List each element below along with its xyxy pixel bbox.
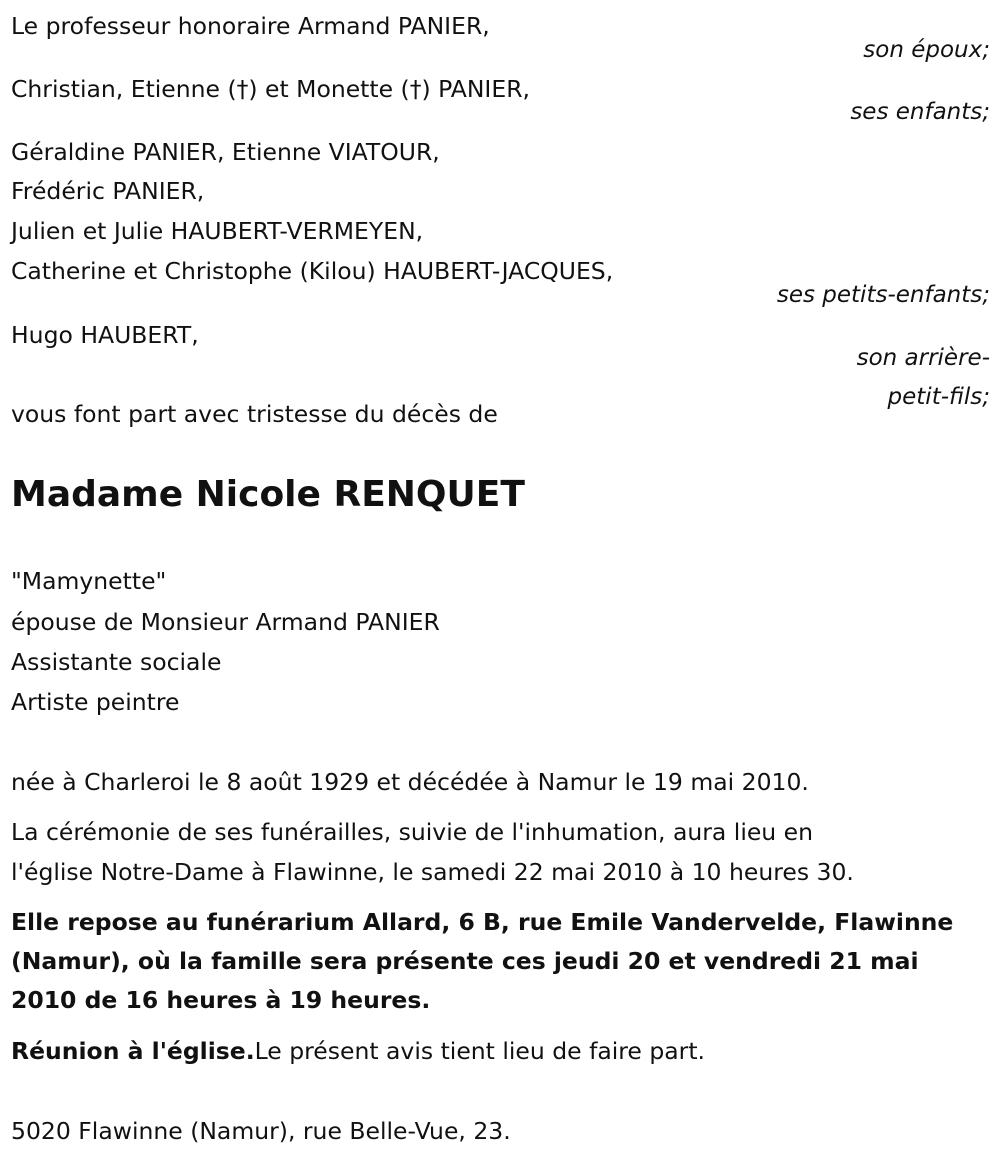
deceased-nickname: "Mamynette" bbox=[11, 567, 167, 595]
family-line: Frédéric PANIER, bbox=[11, 177, 205, 205]
funerarium-line: (Namur), où la famille sera présente ces jeudi 20 et vendredi 21 mai bbox=[11, 947, 919, 975]
family-line: Christian, Etienne (†) et Monette (†) PANIER, bbox=[11, 75, 530, 103]
family-role: son époux; bbox=[863, 37, 990, 63]
funerarium-paragraph bbox=[11, 903, 996, 1020]
family-role: petit-fils; bbox=[887, 384, 990, 410]
family-line: Géraldine PANIER, Etienne VIATOUR, bbox=[11, 138, 440, 166]
family-line: Le professeur honoraire Armand PANIER, bbox=[11, 12, 490, 40]
reunion-text: Le présent avis tient lieu de faire part. bbox=[254, 1037, 706, 1065]
family-line: Catherine et Christophe (Kilou) HAUBERT-JACQUES, bbox=[11, 257, 614, 285]
ceremony-line: l'église Notre-Dame à Flawinne, le samedi 22 mai 2010 à 10 heures 30. bbox=[11, 858, 854, 886]
ceremony-line: La cérémonie de ses funérailles, suivie de l'inhumation, aura lieu en bbox=[11, 818, 814, 846]
deceased-spouse: épouse de Monsieur Armand PANIER bbox=[11, 608, 440, 636]
funerarium-line: 2010 de 16 heures à 19 heures. bbox=[11, 986, 431, 1014]
reunion-bold: Réunion à l'église. bbox=[11, 1037, 255, 1065]
family-line: Julien et Julie HAUBERT-VERMEYEN, bbox=[11, 217, 424, 245]
address-text: 5020 Flawinne (Namur), rue Belle-Vue, 23. bbox=[11, 1117, 511, 1145]
birth-death-text: née à Charleroi le 8 août 1929 et décédée à Namur le 19 mai 2010. bbox=[11, 768, 809, 796]
ceremony-paragraph bbox=[11, 812, 996, 892]
reunion-line bbox=[11, 1036, 705, 1066]
deceased-name: Madame Nicole RENQUET bbox=[11, 474, 525, 515]
family-line: Hugo HAUBERT, bbox=[11, 321, 199, 349]
family-role: ses enfants; bbox=[850, 99, 990, 125]
deceased-profession: Assistante sociale bbox=[11, 648, 222, 676]
funerarium-line: Elle repose au funérarium Allard, 6 B, rue Emile Vandervelde, Flawinne bbox=[11, 908, 954, 936]
deceased-profession: Artiste peintre bbox=[11, 688, 180, 716]
family-role: ses petits-enfants; bbox=[776, 282, 990, 308]
family-role: son arrière- bbox=[856, 345, 990, 371]
intro-text: vous font part avec tristesse du décès de bbox=[11, 400, 498, 428]
